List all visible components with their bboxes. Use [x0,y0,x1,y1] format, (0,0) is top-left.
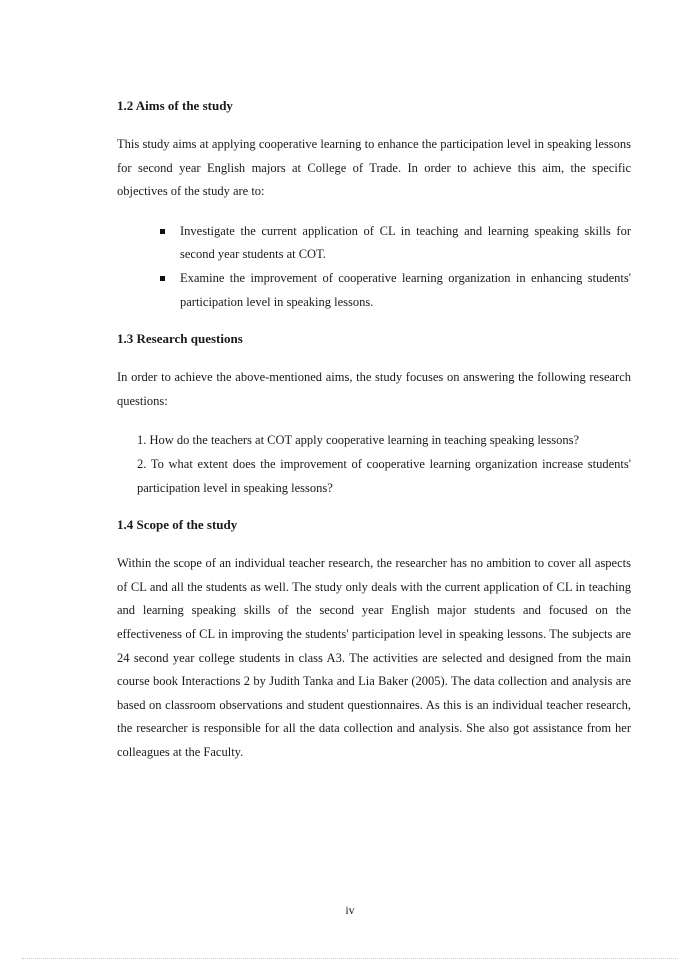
section-scope [117,514,631,764]
square-bullet-icon [160,229,165,234]
scope-paragraph: Within the scope of an individual teacher research, the researcher has no ambition to cover all aspects of CL and all the students as well. The study only deals with the current application of CL in teaching and learning speaking skills of the second year English major students and focused on the effectiveness of CL in improving the students' participation level in speaking lessons. The subjects are 24 second year college students in class A3. The activities are selected and designed from the main course book Interactions 2 by Judith Tanka and Lia Baker (2005). The data collection and analysis are based on classroom observations and student questionnaires. As this is an individual teacher research, the researcher is responsible for all the data collection and analysis. She also got assistance from her colleagues at the Faculty. [117,556,631,759]
questions-intro-paragraph: In order to achieve the above-mentioned aims, the study focuses on answering the following research questions: [117,370,631,408]
page-bottom-border [22,958,678,959]
list-item: 2. To what extent does the improvement of cooperative learning organization increase students' participation level in speaking lessons? [137,456,631,495]
square-bullet-icon [160,276,165,281]
list-item [180,220,631,267]
section-aims [117,95,631,314]
aims-intro-paragraph: This study aims at applying cooperative learning to enhance the participation level in speaking lessons for second year English majors at College of Trade. In order to achieve this aim, the specific objectives of the study are to: [117,137,631,199]
section-heading-aims: 1.2 Aims of the study [117,98,233,113]
list-item: 1. How do the teachers at COT apply cooperative learning in teaching speaking lessons? [137,433,579,448]
page-number: iv [345,903,355,917]
section-research-questions [117,328,631,500]
objective-text: Examine the improvement of cooperative learning organization in enhancing students' participation level in speaking lessons. [180,270,631,309]
section-heading-scope: 1.4 Scope of the study [117,517,238,533]
objectives-list [117,220,631,314]
page-content [117,95,631,764]
objective-text: Investigate the current application of CL in teaching and learning speaking skills for second year students at COT. [180,223,631,262]
section-heading-questions: 1.3 Research questions [117,331,243,347]
research-questions-list [117,429,631,500]
list-item [180,267,631,314]
